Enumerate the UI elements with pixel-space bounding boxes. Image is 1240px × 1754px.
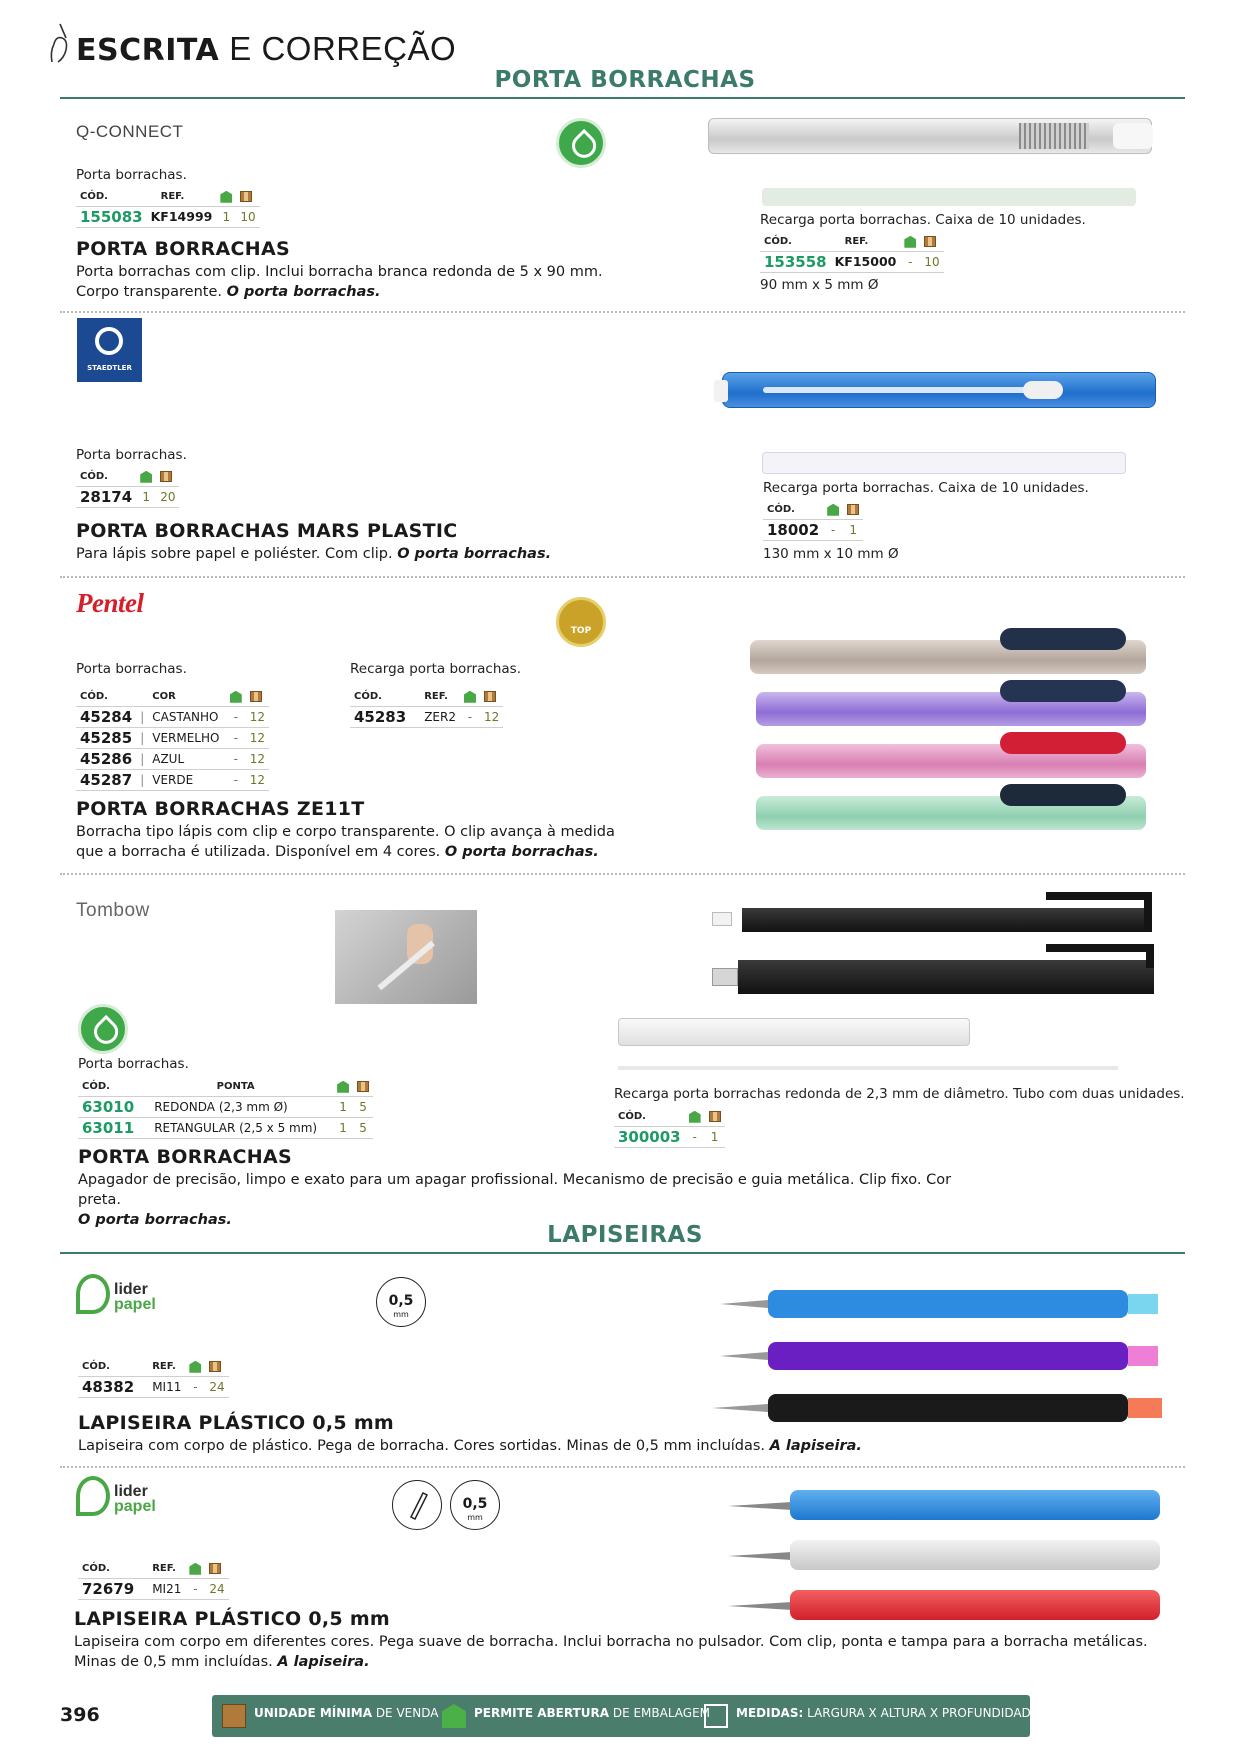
desc-line-1: Lapiseira com corpo em diferentes cores. Pega suave de borracha. Inclui borracha no pulsador. Com clip, ponta e tampa para a borracha metálicas. [74,1634,1148,1650]
header-title-bold: ESCRITA [76,33,220,68]
mechanical-pencil-blue-image [768,1290,1128,1318]
desc-emphasis: A lapiseira. [277,1654,370,1670]
table-row [76,486,179,507]
pack-qty: 24 [205,1376,228,1397]
product-title: PORTA BORRACHAS ZE11T [76,798,365,820]
open-qty: - [226,769,246,790]
legend-measures [736,1706,1038,1720]
col-cod: CÓD. [80,691,108,703]
product-code-table [76,468,179,508]
box-icon [924,236,936,247]
pack-qty: 5 [353,1096,373,1117]
top-badge-icon: TOP [556,597,606,647]
open-qty: - [226,706,246,727]
legend-open-pack-bold: PERMITE ABERTURA [474,1706,609,1720]
product-code: 48382 [78,1376,138,1397]
product-tip-table [78,1078,373,1139]
refill-eraser-image [762,452,1126,474]
product-code: 45286 [76,748,136,769]
desc-line-1: Porta borrachas com clip. Inclui borracha branca redonda de 5 x 90 mm. [76,264,603,280]
product-code: 45287 [76,769,136,790]
pencil-tip [712,1404,768,1412]
open-qty: - [185,1578,205,1599]
brand-word-lider: lider [114,1281,148,1298]
open-qty: 1 [333,1096,353,1117]
product-title: PORTA BORRACHAS [76,238,290,260]
table-row [763,519,863,540]
pen-clip-black [1046,892,1152,932]
table-row [76,748,269,769]
col-cod: CÓD. [82,1563,110,1575]
desc-emphasis: O porta borrachas. [397,546,552,562]
pack-qty: 10 [920,251,943,272]
col-cod: CÓD. [764,236,792,248]
eraser-holder-image [708,118,1152,154]
product-code: 45285 [76,727,136,748]
color-name: VERDE [148,769,226,790]
open-qty: 1 [136,486,156,507]
table-row [76,706,269,727]
open-qty: - [900,251,920,272]
product-description [76,262,636,302]
product-divider [60,1466,1185,1468]
pack-qty: 12 [246,748,269,769]
lead-size-icon [376,1277,426,1327]
brand-word-papel: papel [114,1498,156,1515]
product-title: LAPISEIRA PLÁSTICO 0,5 mm [74,1608,391,1630]
product-description [78,1436,978,1456]
table-row [76,769,269,790]
mechanical-pencil-purple-image [768,1342,1128,1370]
pen-clip-red [1000,732,1126,754]
lead-size-icon [450,1480,500,1530]
lead-size-unit: mm [393,1310,409,1319]
col-ref: REF. [152,1361,176,1373]
box-icon [160,471,172,482]
open-qty: - [226,748,246,769]
refill-code-table [760,233,944,273]
pencil-tip [728,1552,792,1560]
table-row [614,1126,725,1147]
col-cod: CÓD. [80,191,108,203]
product-ref: MI11 [138,1376,185,1397]
pen-clip-navy [1000,680,1126,702]
refill-code: 45283 [350,706,410,727]
desc-emphasis: O porta borrachas. [444,844,599,860]
box-icon [357,1081,369,1092]
refill-label: Recarga porta borrachas. Caixa de 10 unidades. [760,212,1086,228]
legend-min-unit [254,1706,438,1720]
product-code: 28174 [76,486,136,507]
product-ref: MI21 [138,1578,185,1599]
open-pack-icon [464,691,476,703]
pencil-tip [728,1502,792,1510]
product-code-table [76,188,260,228]
product-code: 155083 [76,206,147,227]
refill-label: Recarga porta borrachas redonda de 2,3 mm de diâmetro. Tubo com duas unidades. [614,1086,1185,1102]
color-name: AZUL [148,748,226,769]
desc-line-1: Borracha tipo lápis com clip e corpo transparente. O clip avança à medida [76,824,615,840]
refill-code-table [763,501,863,541]
pack-qty: 12 [246,706,269,727]
refill-eraser-image [762,188,1136,206]
pack-qty: 12 [246,769,269,790]
row-separator: | [136,727,148,748]
product-description [74,1632,1184,1672]
pen-clip-navy [1000,628,1126,650]
open-pack-icon [220,191,232,203]
box-icon [209,1563,221,1574]
pen-clip-black [1046,944,1154,968]
desc-line-1: Lapiseira com corpo de plástico. Pega de borracha. Cores sortidas. Minas de 0,5 mm incluídas. [78,1438,766,1454]
col-cod: CÓD. [354,691,382,703]
open-pack-icon [189,1563,201,1575]
col-ref: REF. [844,236,869,248]
product-title: PORTA BORRACHAS MARS PLASTIC [76,520,458,542]
lead-size-unit: mm [467,1513,483,1522]
product-code-table [78,1358,229,1398]
staedtler-wordmark: STAEDTLER [87,364,132,372]
product-code: 45284 [76,706,136,727]
pencil-eraser [1128,1398,1162,1418]
desc-emphasis: O porta borrachas. [226,284,381,300]
product-label: Porta borrachas. [76,661,187,677]
desc-line-2: Corpo transparente. [76,284,222,300]
header-title-rest: E CORREÇÃO [229,30,457,67]
brand-logo-tombow: Tombow [76,900,150,921]
page-number: 396 [60,1704,100,1726]
refill-code: 18002 [763,519,823,540]
open-pack-icon [140,471,152,483]
product-ref: KF14999 [147,206,217,227]
box-icon [209,1361,221,1372]
desc-line-2: que a borracha é utilizada. Disponível em 4 cores. [76,844,441,860]
product-divider [60,311,1185,313]
table-row [78,1578,229,1599]
product-label: Porta borrachas. [76,167,187,183]
product-description [78,1170,978,1230]
refill-dimensions: 90 mm x 5 mm Ø [760,277,879,293]
brand-logo-qconnect: Q-CONNECT [76,122,184,141]
eco-leaf-icon [556,118,606,168]
col-ref: REF. [152,1563,176,1575]
desc-line-2: Minas de 0,5 mm incluídas. [74,1654,273,1670]
row-separator: | [136,769,148,790]
product-label: Porta borrachas. [76,447,187,463]
table-row [78,1376,229,1397]
col-ponta: PONTA [216,1081,255,1093]
usage-photo [335,910,477,1004]
product-description [76,822,636,862]
product-divider [60,576,1185,578]
brand-logo-liderpapel [114,1484,156,1514]
refill-stick-image [618,1066,1118,1070]
open-qty: - [685,1126,705,1147]
lead-size-value: 0,5 [388,1293,414,1309]
table-row [76,206,260,227]
legend-measures-rest: LARGURA X ALTURA X PROFUNDIDADE [807,1706,1039,1720]
legend-min-unit-bold: UNIDADE MÍNIMA [254,1706,372,1720]
hand-pen-icon [46,22,72,64]
pencil-tip [728,1602,792,1610]
section-divider [60,97,1185,99]
box-icon [847,504,859,515]
row-separator: | [136,748,148,769]
product-code-table [78,1560,229,1600]
product-code: 72679 [78,1578,138,1599]
open-qty: 1 [333,1117,353,1138]
pack-qty: 1 [843,519,863,540]
eraser-tip-image [714,380,728,402]
section-title-porta-borrachas: PORTA BORRACHAS [494,67,756,93]
pen-clip-black [1000,784,1126,806]
mechanical-pencil-blue-image [790,1490,1160,1520]
refill-code-table [614,1108,725,1148]
lider-papel-logo-icon [76,1274,110,1314]
mechanical-pencil-white-image [790,1540,1160,1570]
lider-papel-logo-icon [76,1476,110,1516]
product-title: LAPISEIRA PLÁSTICO 0,5 mm [78,1412,395,1434]
pencil-eraser [1128,1294,1158,1314]
desc-emphasis: O porta borrachas. [78,1212,232,1228]
refill-ref: ZER2 [410,706,460,727]
eraser-tip-image [712,968,738,986]
box-icon [222,1704,246,1728]
desc-line-1: Para lápis sobre papel e poliéster. Com clip. [76,546,393,562]
open-qty: 1 [216,206,236,227]
brand-word-lider: lider [114,1483,148,1500]
lead-size-value: 0,5 [462,1496,488,1512]
box-icon [709,1111,721,1122]
open-pack-icon [827,504,839,516]
pencil-tip [720,1352,768,1360]
box-icon [484,691,496,702]
refill-code: 153558 [760,251,831,272]
section-title-lapiseiras: LAPISEIRAS [547,1222,703,1248]
refill-code-table [350,688,503,728]
row-separator: | [136,706,148,727]
pack-qty: 24 [205,1578,228,1599]
pack-qty: 1 [705,1126,725,1147]
pack-qty: 12 [480,706,503,727]
eraser-tip-image [712,912,732,926]
desc-emphasis: A lapiseira. [769,1438,862,1454]
box-icon [240,191,252,202]
legend-min-unit-rest: DE VENDA [375,1706,439,1720]
table-row [76,727,269,748]
open-pack-icon [904,236,916,248]
product-label: Porta borrachas. [78,1056,189,1072]
mechanical-pencil-red-image [790,1590,1160,1620]
col-cod: CÓD. [80,471,108,483]
col-cod: CÓD. [82,1081,110,1093]
legend-open-pack [474,1706,710,1720]
pack-qty: 5 [353,1117,373,1138]
color-name: CASTANHO [148,706,226,727]
col-cor: COR [152,691,176,703]
open-pack-icon [337,1081,349,1093]
desc-line-1: Apagador de precisão, limpo e exato para um apagar profissional. Mecanismo de precisão e guia metálica. Clip fixo. Cor preta. [78,1172,952,1208]
brand-word-papel: papel [114,1296,156,1313]
legend-open-pack-rest: DE EMBALAGEM [612,1706,711,1720]
eraser-holder-image [722,372,1156,408]
col-cod: CÓD. [767,504,795,516]
pack-qty: 12 [246,727,269,748]
brand-logo-pentel: Pentel [76,588,144,618]
open-pack-icon [230,691,242,703]
refill-label: Recarga porta borrachas. [350,661,521,677]
refill-tube-image [618,1018,970,1046]
product-code: 63011 [78,1117,138,1138]
table-row [78,1096,373,1117]
page-header-title [76,30,456,68]
table-row [350,706,503,727]
mechanical-pencil-black-image [768,1394,1128,1422]
brand-logo-liderpapel [114,1282,156,1312]
product-title: PORTA BORRACHAS [78,1146,292,1168]
pack-qty: 20 [156,486,179,507]
color-name: VERMELHO [148,727,226,748]
brand-logo-staedtler [77,318,142,382]
product-code: 63010 [78,1096,138,1117]
table-row [760,251,944,272]
product-divider [60,873,1185,875]
table-row [78,1117,373,1138]
pencil-eraser [1128,1346,1158,1366]
col-cod: CÓD. [618,1111,646,1123]
legend-measures-bold: MEDIDAS: [736,1706,804,1720]
open-pack-icon [689,1111,701,1123]
open-qty: - [823,519,843,540]
col-cod: CÓD. [82,1361,110,1373]
open-pack-icon [189,1361,201,1373]
tip-type: REDONDA (2,3 mm Ø) [138,1096,333,1117]
eco-leaf-icon [78,1004,128,1054]
pack-qty: 10 [236,206,259,227]
refill-label: Recarga porta borrachas. Caixa de 10 unidades. [763,480,1089,496]
box-icon [250,691,262,702]
product-color-table [76,688,269,791]
col-ref: REF. [424,691,448,703]
measure-icon [704,1704,728,1728]
col-ref: REF. [160,191,185,203]
open-qty: - [185,1376,205,1397]
refill-ref: KF15000 [831,251,901,272]
tip-type: RETANGULAR (2,5 x 5 mm) [138,1117,333,1138]
section-divider [60,1252,1185,1254]
open-qty: - [226,727,246,748]
product-description [76,544,636,564]
open-qty: - [460,706,480,727]
soft-grip-icon [392,1480,442,1530]
refill-dimensions: 130 mm x 10 mm Ø [763,546,899,562]
pencil-tip [720,1300,768,1308]
refill-code: 300003 [614,1126,685,1147]
